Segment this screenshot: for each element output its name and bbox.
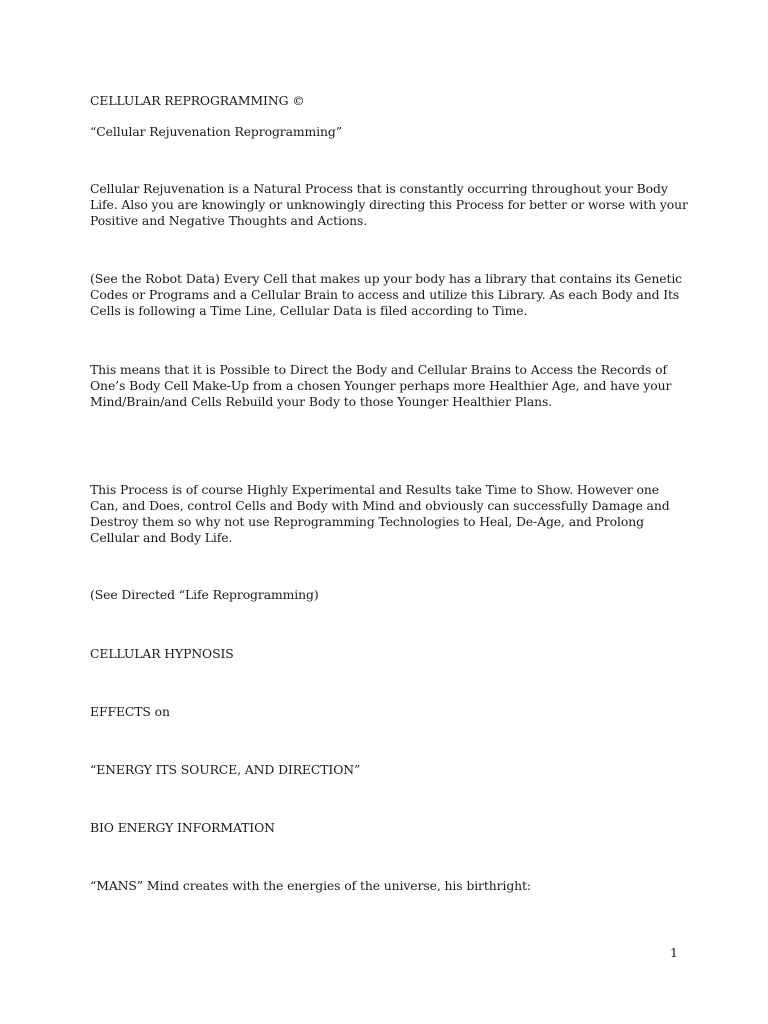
paragraph-line: Life. Also you are knowingly or unknowingly directing this Process for better or worse with your [90, 197, 688, 212]
paragraph-robot-data [90, 271, 690, 319]
paragraph-line: This means that it is Possible to Direct the Body and Cellular Brains to Access the Records of [90, 362, 667, 377]
paragraph-experimental-process [90, 482, 690, 546]
paragraph-direct-body [90, 362, 690, 410]
section-heading-bio-energy: BIO ENERGY INFORMATION [90, 820, 275, 835]
paragraph-line: This Process is of course Highly Experimental and Results take Time to Show. However one [90, 482, 659, 497]
paragraph-line: (See the Robot Data) Every Cell that makes up your body has a library that contains its Genetic [90, 271, 683, 286]
section-heading-energy-source: “ENERGY ITS SOURCE, AND DIRECTION” [90, 762, 361, 777]
see-directed-reference: (See Directed “Life Reprogramming) [90, 587, 319, 602]
section-heading-effects-on: EFFECTS on [90, 704, 170, 719]
paragraph-line: Mind/Brain/and Cells Rebuild your Body to those Younger Healthier Plans. [90, 394, 553, 409]
document-subtitle: “Cellular Rejuvenation Reprogramming” [90, 124, 342, 139]
paragraph-line: Cellular Rejuvenation is a Natural Process that is constantly occurring throughout your Body [90, 181, 668, 196]
paragraph-line: Codes or Programs and a Cellular Brain to access and utilize this Library. As each Body and Its [90, 287, 680, 302]
mans-mind-line: “MANS” Mind creates with the energies of the universe, his birthright: [90, 878, 531, 893]
paragraph-line: One’s Body Cell Make-Up from a chosen Younger perhaps more Healthier Age, and have your [90, 378, 672, 393]
paragraph-line: Cells is following a Time Line, Cellular Data is filed according to Time. [90, 303, 528, 318]
section-heading-cellular-hypnosis: CELLULAR HYPNOSIS [90, 646, 234, 661]
paragraph-line: Positive and Negative Thoughts and Actions. [90, 213, 368, 228]
document-heading: CELLULAR REPROGRAMMING © [90, 93, 305, 108]
paragraph-cellular-rejuvenation [90, 181, 690, 229]
paragraph-line: Destroy them so why not use Reprogramming Technologies to Heal, De-Age, and Prolong [90, 514, 644, 529]
paragraph-line: Can, and Does, control Cells and Body with Mind and obviously can successfully Damage and [90, 498, 670, 513]
page-number: 1 [670, 945, 678, 960]
paragraph-line: Cellular and Body Life. [90, 530, 233, 545]
